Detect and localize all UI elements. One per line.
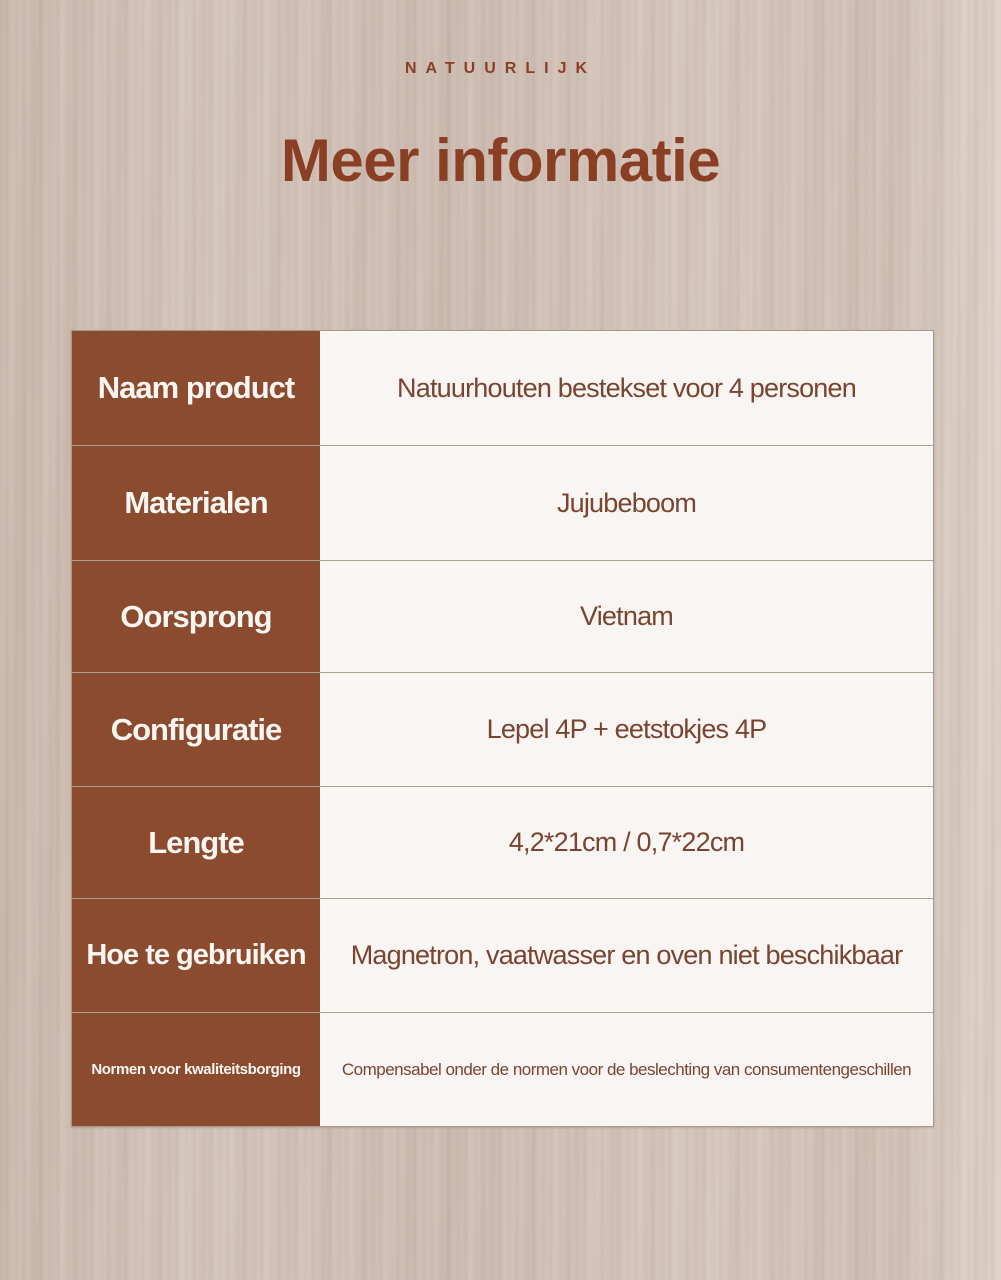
spec-table	[71, 330, 934, 1127]
row-label: Normen voor kwaliteitsborging	[72, 1013, 320, 1126]
row-label: Hoe te gebruiken	[72, 899, 320, 1012]
row-label: Lengte	[72, 787, 320, 898]
row-value: Compensabel onder de normen voor de beslechting van consumentengeschillen	[320, 1013, 933, 1126]
row-value: Natuurhouten bestekset voor 4 personen	[320, 331, 933, 445]
row-value: Lepel 4P + eetstokjes 4P	[320, 673, 933, 786]
row-value: 4,2*21cm / 0,7*22cm	[320, 787, 933, 898]
row-label: Configuratie	[72, 673, 320, 786]
row-value: Magnetron, vaatwasser en oven niet beschikbaar	[320, 899, 933, 1012]
table-row	[72, 899, 933, 1013]
table-row	[72, 446, 933, 561]
row-label: Oorsprong	[72, 561, 320, 672]
row-label: Naam product	[72, 331, 320, 445]
page-title: Meer informatie	[280, 127, 721, 194]
eyebrow-label: NATUURLIJK	[404, 60, 597, 77]
table-row	[72, 561, 933, 673]
table-row	[72, 787, 933, 899]
row-value: Jujubeboom	[320, 446, 933, 560]
table-row	[72, 331, 933, 446]
table-row	[72, 1013, 933, 1126]
table-row	[72, 673, 933, 787]
row-label: Materialen	[72, 446, 320, 560]
row-value: Vietnam	[320, 561, 933, 672]
